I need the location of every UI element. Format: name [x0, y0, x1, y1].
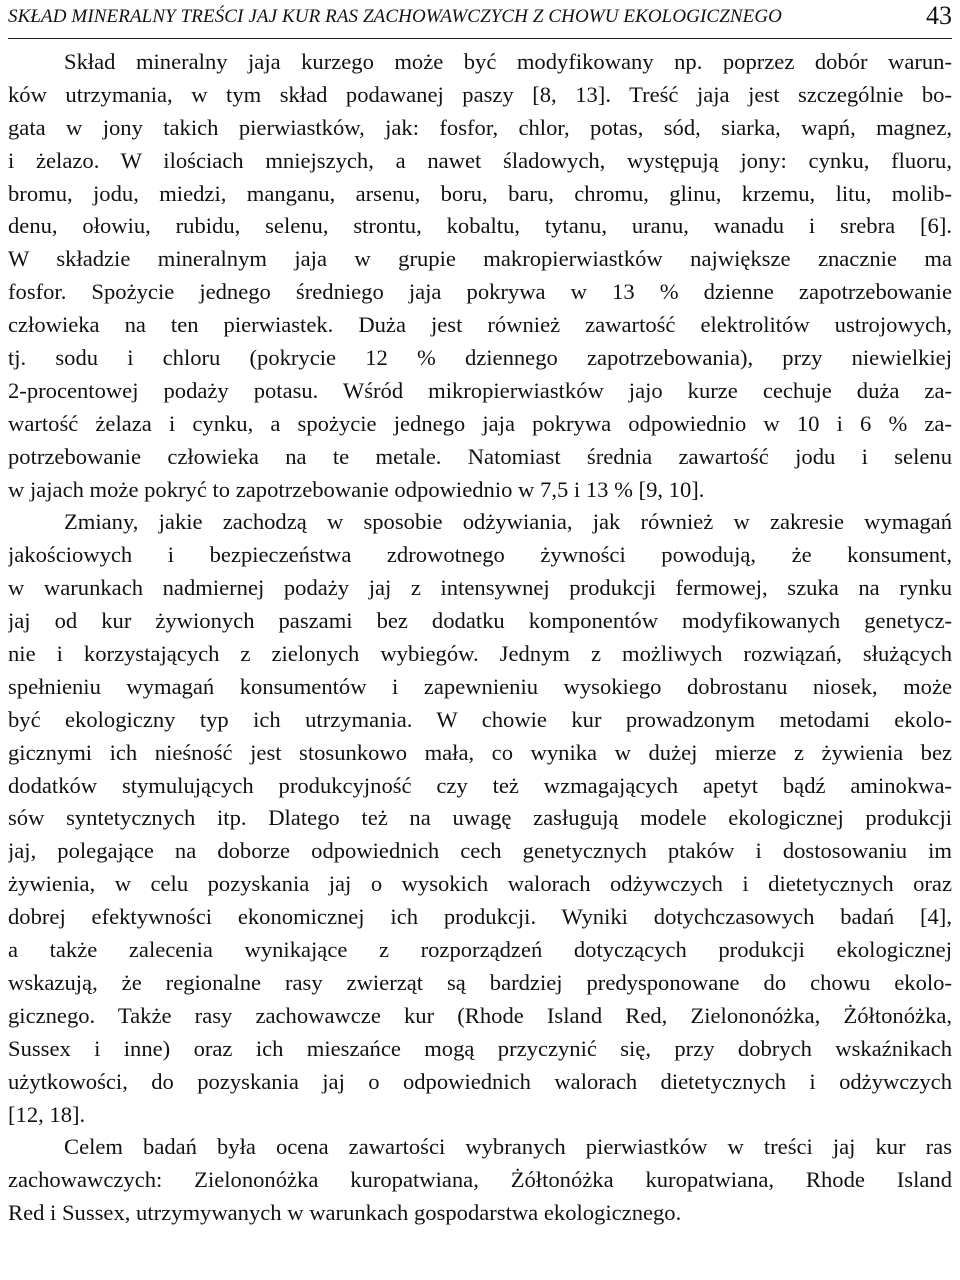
text-line: i żelazo. W ilościach mniejszych, a nawet śladowych, występują jony: cynku, fluoru,	[8, 147, 952, 173]
text-line: denu, ołowiu, rubidu, selenu, strontu, kobaltu, tytanu, uranu, wanadu i srebra [6].	[8, 213, 952, 239]
text-line: a także zalecenia wynikające z rozporządzeń dotyczących produkcji ekologicznej	[8, 937, 952, 963]
text-line: gicznymi ich nieśność jest stosunkowo mała, co wynika w dużej mierze z żywienia bez	[8, 739, 952, 765]
text-line: tj. sodu i chloru (pokrycie 12 % dziennego zapotrzebowania), przy niewielkiej	[8, 345, 952, 371]
text-line: w jajach może pokryć to zapotrzebowanie odpowiednio w 7,5 i 13 % [9, 10].	[8, 476, 705, 502]
text-line: zachowawczych: Zielononóżka kuropatwiana, Żółtonóżka kuropatwiana, Rhode Island	[8, 1167, 952, 1193]
text-line: być ekologiczny typ ich utrzymania. W chowie kur prowadzonym metodami ekolo-	[8, 706, 952, 732]
text-line: Celem badań była ocena zawartości wybranych pierwiastków w treści jaj kur ras	[64, 1134, 952, 1160]
text-line: Sussex i inne) oraz ich mieszańce mogą przyczynić się, przy dobrych wskaźnikach	[8, 1035, 952, 1061]
text-line: wskazują, że regionalne rasy zwierząt są bardziej predysponowane do chowu ekolo-	[8, 969, 952, 995]
page-number: 43	[926, 1, 952, 30]
body-text	[8, 46, 952, 1230]
text-line: jaj, polegające na doborze odpowiednich cech genetycznych ptaków i dostosowaniu im	[8, 838, 952, 864]
text-line: jaj od kur żywionych paszami bez dodatku komponentów modyfikowanych genetycz-	[8, 608, 952, 634]
text-line: gicznego. Także rasy zachowawcze kur (Rhode Island Red, Zielononóżka, Żółtonóżka,	[8, 1002, 952, 1028]
text-line: żywienia, w celu pozyskania jaj o wysokich walorach odżywczych i dietetycznych oraz	[8, 871, 952, 897]
text-line: gata w jony takich pierwiastków, jak: fosfor, chlor, potas, sód, siarka, wapń, magnez,	[8, 114, 952, 140]
text-line: dodatków stymulujących produkcyjność czy też wzmagających apetyt bądź aminokwa-	[8, 772, 952, 798]
text-line: 2-procentowej podaży potasu. Wśród mikropierwiastków jajo kurze cechuje duża za-	[8, 377, 952, 403]
document-page	[8, 0, 952, 1280]
text-line: sów syntetycznych itp. Dlatego też na uwagę zasługują modele ekologicznej produkcji	[8, 805, 952, 831]
text-line: W składzie mineralnym jaja w grupie makropierwiastków największe znacznie ma	[8, 246, 952, 272]
text-line: użytkowości, do pozyskania jaj o odpowiednich walorach dietetycznych i odżywczych	[8, 1068, 952, 1094]
paragraph-mineral-composition	[8, 46, 952, 506]
text-line: człowieka na ten pierwiastek. Duża jest również zawartość elektrolitów ustrojowych,	[8, 312, 952, 338]
paragraph-consumer-demand	[8, 506, 952, 1131]
text-line: nie i korzystających z zielonych wybiegów. Jednym z możliwych rozwiązań, służących	[8, 641, 952, 667]
text-line: Red i Sussex, utrzymywanych w warunkach gospodarstwa ekologicznego.	[8, 1200, 682, 1226]
text-line: fosfor. Spożycie jednego średniego jaja pokrywa w 13 % dzienne zapotrzebowanie	[8, 279, 952, 305]
text-line: bromu, jodu, miedzi, manganu, arsenu, boru, baru, chromu, glinu, krzemu, litu, molib-	[8, 180, 952, 206]
running-header	[8, 0, 952, 39]
text-line: [12, 18].	[8, 1101, 86, 1127]
text-line: potrzebowanie człowieka na te metale. Natomiast średnia zawartość jodu i selenu	[8, 443, 952, 469]
text-line: dobrej efektywności ekonomicznej ich produkcji. Wyniki dotychczasowych badań [4],	[8, 904, 952, 930]
text-line: jakościowych i bezpieczeństwa zdrowotnego żywności powodują, że konsument,	[8, 542, 952, 568]
running-header-title: SKŁAD MINERALNY TREŚCI JAJ KUR RAS ZACHOWAWCZYCH Z CHOWU EKOLOGICZNEGO	[8, 6, 782, 27]
text-line: Skład mineralny jaja kurzego może być modyfikowany np. poprzez dobór warun-	[64, 49, 952, 74]
text-line: w warunkach nadmiernej podaży jaj z intensywnej produkcji fermowej, szuka na rynku	[8, 575, 952, 601]
paragraph-study-aim	[8, 1131, 952, 1230]
text-line: spełnieniu wymagań konsumentów i zapewnieniu wysokiego dobrostanu niosek, może	[8, 673, 952, 699]
text-line: wartość żelaza i cynku, a spożycie jednego jaja pokrywa odpowiednio w 10 i 6 % za-	[8, 410, 952, 436]
text-line: Zmiany, jakie zachodzą w sposobie odżywiania, jak również w zakresie wymagań	[64, 509, 952, 535]
text-line: ków utrzymania, w tym skład podawanej paszy [8, 13]. Treść jaja jest szczególnie bo-	[8, 81, 952, 107]
